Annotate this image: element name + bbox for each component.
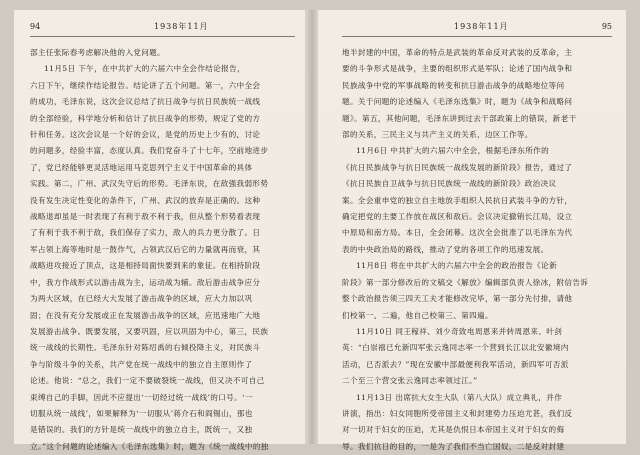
left-page bbox=[14, 10, 306, 451]
text-line: 确定把党的主要工作放在战区和敌后。会议决定撤销长江局，设立 bbox=[342, 212, 573, 222]
text-line: 11月5日 下午，在中共扩大的六届六中全会作结论报告， bbox=[44, 64, 246, 74]
left-page-header bbox=[30, 10, 295, 37]
text-line: 中，我方作战形式以游击战为主，运动战为辅。敌后游击战争应分 bbox=[30, 277, 261, 287]
text-line: 整个政治报告须三四天工夫才能修改完毕，第一部分先付排，请他 bbox=[342, 294, 573, 304]
right-page-number: 95 bbox=[601, 22, 612, 31]
text-line: 军占领上海等地时是一鼓作气，占领武汉后它的力量就再而衰，其 bbox=[30, 244, 261, 254]
text-line: 民族战争中党的军事战略的转变和抗日游击战争的战略地位等问 bbox=[342, 80, 565, 90]
text-line: 的成功，毛泽东说，这次会议总结了抗日战争与抗日民族统一战线 bbox=[30, 97, 261, 107]
text-line: 《抗日民族战争与抗日民族统一战线发展的新阶段》报告，通过了 bbox=[342, 162, 573, 172]
text-line: 活动，已否派去？”现在安徽中部最便利我军活动，新四军可否派 bbox=[342, 359, 569, 369]
text-line: 题。关于问题的论述编入《毛泽东选集》时，题为《战争和战略问 bbox=[342, 97, 573, 107]
text-line: 统一战线的长期性。毛泽东针对陈绍禹的右倾投降主义，对民族斗 bbox=[30, 343, 261, 353]
text-line: 要的斗争形式是战争，主要的组织形式是军队；论述了国内战争和 bbox=[342, 64, 573, 74]
text-line: 辱。我们抗日的目的，一是为了我们不当亡国奴，二是反对封建 bbox=[342, 441, 565, 451]
text-line: 的问题多，经验丰富，态度认真。我们党奋斗了十七年，空前地进步 bbox=[30, 146, 269, 156]
right-page-header bbox=[342, 10, 612, 37]
text-line: 部主任张际春考虑解决他的入党问题。 bbox=[30, 48, 166, 57]
text-line: 地半封建的中国，革命的特点是武装的革命反对武装的反革命，主 bbox=[342, 48, 573, 57]
text-line: 中原局和南方局。本日，全会闭幕。这次全会批准了以毛泽东为代 bbox=[342, 228, 573, 238]
text-line: 争与阶级斗争的关系，共产党在统一战线中的独立自主原则作了 bbox=[30, 359, 253, 369]
right-running-title: 1938年11月 bbox=[454, 22, 509, 31]
text-line: 11月13日 出席抗大女生大队（第八大队）成立典礼，并作 bbox=[356, 392, 563, 402]
text-line: 发展游击战争。既要发展，又要巩固，应以巩固为中心，第三，民族 bbox=[30, 326, 269, 336]
left-page-number: 94 bbox=[30, 22, 41, 31]
text-line: 战略进攻接近了顶点，这是相持局面快要到来的象征。在相持阶段 bbox=[30, 261, 261, 271]
text-line: 针和任务。这次会议是一个好的会议，是党的历史上少有的，讨论 bbox=[30, 130, 261, 140]
text-line: 11月6日 中共扩大的六届六中全会，根据毛泽东所作的 bbox=[356, 146, 550, 156]
text-line: 是错误的。我们的方针是统一战线中的独立自主，既统一，又独 bbox=[30, 425, 253, 435]
text-line: 切服从统一战线’，如果解释为‘一切服从’蒋介石和阎锡山，那也 bbox=[30, 408, 253, 418]
left-page-body bbox=[30, 45, 305, 455]
text-line: 六日下午，继续作结论报告。结论讲了五个问题。第一，六中全会 bbox=[30, 80, 261, 90]
text-line: 战略退却虽是一时表现了有利于敌不利于我，但从整个形势看表现 bbox=[30, 212, 261, 222]
text-line: 11月10日 同王稼祥、刘少奇致电周恩来并转周恩来、叶剑 bbox=[356, 326, 563, 336]
text-line: 二个至三个营交张云逸同志率领过江。” bbox=[342, 376, 478, 386]
left-running-title: 1938年11月 bbox=[154, 22, 209, 31]
text-line: 立。”这个问题的论述编入《毛泽东选集》时，题为《统一战线中的独 bbox=[30, 441, 269, 451]
text-line: 为两大区域，在已经大大发展了游击战争的区域，应大力加以巩 bbox=[30, 294, 253, 304]
text-line: 束缚自己的手脚，因此不应提出‘一切经过统一战线’的口号。‘一 bbox=[30, 392, 253, 402]
text-line: 们校第一、二遍，他自己校第三、第四遍。 bbox=[342, 310, 493, 320]
text-line: 没有发生决定性变化的条件下，广州、武汉的放弃是正确的。这种 bbox=[30, 195, 261, 205]
text-line: 题》。第五，其他问题，毛泽东讲到过去干部政策上的错误，新老干 bbox=[342, 113, 577, 123]
text-line: 英：“白崇禧已允新四军张云逸同志率一个营到长江以北安徽境内 bbox=[342, 343, 569, 353]
text-line: 表的中央政治局的路线，推动了党的各项工作的迅速发展。 bbox=[342, 244, 549, 254]
text-line: 案。全会重申党的独立自主地放手组织人民抗日武装斗争的方针， bbox=[342, 195, 573, 205]
text-line: 论述。他说：“总之，我们一定不要破裂统一战线，但又决不可自己 bbox=[30, 376, 265, 386]
text-line: 实践。第二，广州、武汉失守后的形势。毛泽东说，在敌强我弱形势 bbox=[30, 179, 269, 189]
text-line: 固；在没有充分发展或正在发展游击战争的区域，应迅速地广大地 bbox=[30, 310, 261, 320]
text-line: 阶段》第一部分修改后的文稿交《解放》编辑部负责人徐冰，附信告诉 bbox=[342, 277, 589, 287]
text-line: 讲演，指出：妇女同胞所受帝国主义和封建势力压迫尤甚，我们反 bbox=[342, 408, 573, 418]
text-line: 了有利于我不利于敌，我们保存了实力，敌人的兵力更分散了。日 bbox=[30, 228, 261, 238]
book-gutter bbox=[306, 10, 318, 444]
right-page-body bbox=[342, 45, 612, 455]
text-line: 对一切对于妇女的压迫，尤其是仇恨日本帝国主义对于妇女的侮 bbox=[342, 425, 565, 435]
text-line: 11月8日 将在中共扩大的六届六中全会的政治报告《论新 bbox=[356, 261, 558, 271]
right-page bbox=[318, 10, 626, 451]
text-line: 的全部经验，科学地分析和估计了抗日战争的形势，规定了党的方 bbox=[30, 113, 261, 123]
text-line: 部的关系，三民主义与共产主义的关系，边区工作等。 bbox=[342, 130, 533, 140]
text-line: 了，党已经能够更灵活地运用马克思列宁主义于中国革命的具体 bbox=[30, 162, 253, 172]
text-line: 《抗日民族自卫战争与抗日民族统一战线的新阶段》政治决议 bbox=[342, 179, 557, 189]
